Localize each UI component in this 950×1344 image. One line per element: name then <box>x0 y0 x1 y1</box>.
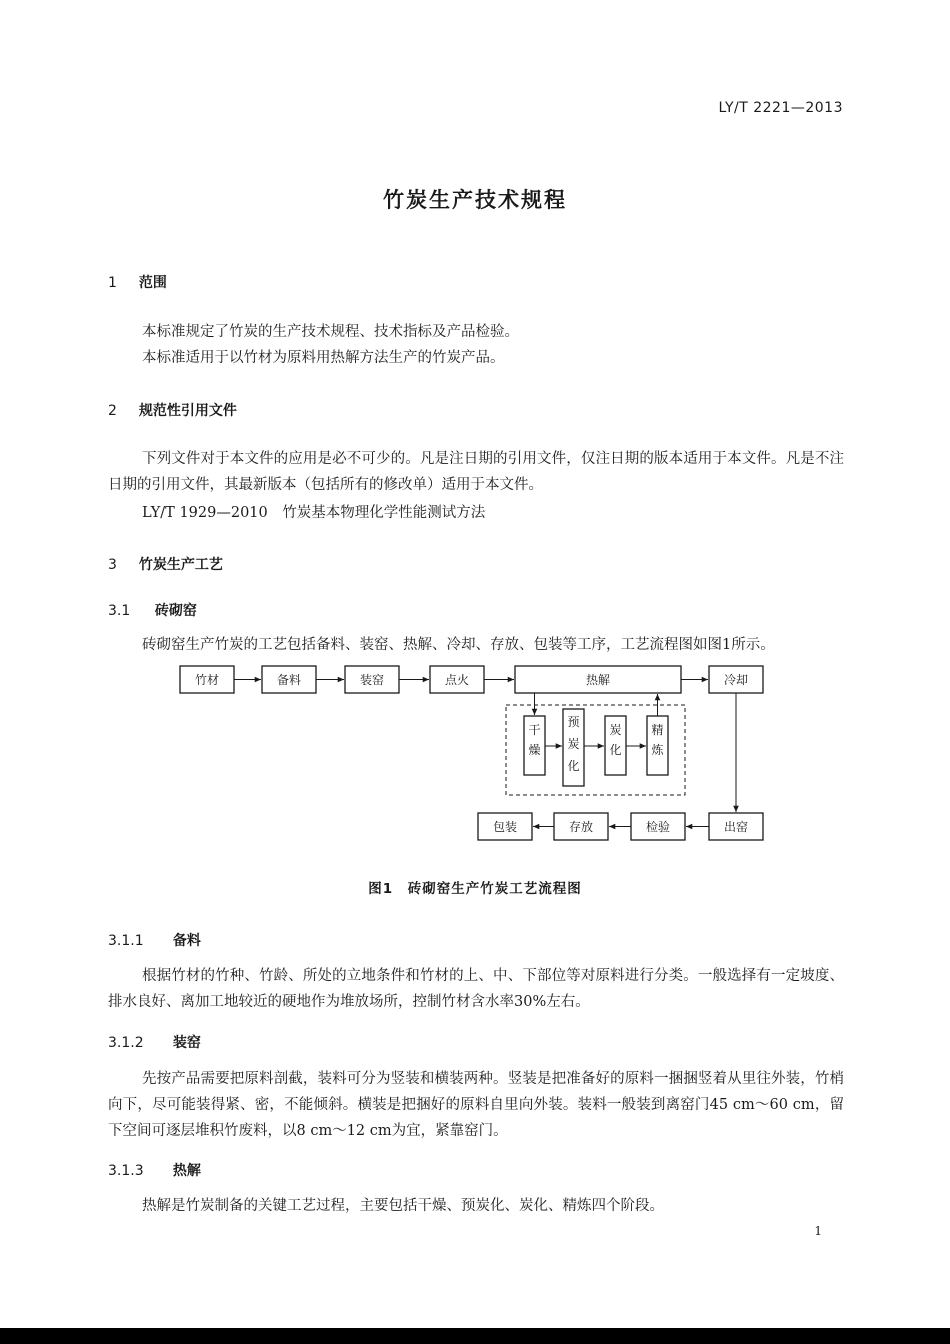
section-3-1-1-heading <box>108 930 201 950</box>
node-packaging <box>478 813 532 840</box>
node-inspection <box>631 813 685 840</box>
section-title: 范围 <box>138 275 167 291</box>
process-flow-diagram <box>0 660 950 850</box>
stage-refining <box>647 716 668 775</box>
stage-refining-char-1: 精 <box>651 723 664 737</box>
stage-drying <box>524 716 545 775</box>
node-storage <box>554 813 608 840</box>
figure-caption: 图1 砖砌窑生产竹炭工艺流程图 <box>368 881 582 897</box>
section-2-para: 下列文件对于本文件的应用是必不可少的。凡是注日期的引用文件，仅注日期的版本适用于本文件。凡是不注日期的引用文件，其最新版本（包括所有的修改单）适用于本文件。 <box>108 451 844 493</box>
node-loading <box>345 666 399 693</box>
section-3-1-1-para: 根据竹材的竹种、竹龄、所处的立地条件和竹材的上、中、下部位等对原料进行分类。一般选择有一定坡度、排水良好、离加工地较近的硬地作为堆放场所，控制竹材含水率30%左右。 <box>108 968 844 1010</box>
section-title: 砖砌窑 <box>154 603 197 619</box>
section-number: 3 <box>108 557 117 573</box>
section-number: 3.1.2 <box>108 1035 144 1051</box>
standard-code: LY/T 2221—2013 <box>718 100 843 116</box>
node-prepare <box>262 666 316 693</box>
stage-carbonization-char-1: 炭 <box>609 723 622 737</box>
section-1-heading <box>108 272 167 292</box>
node-pyrolysis <box>515 666 681 693</box>
section-title: 规范性引用文件 <box>138 403 237 419</box>
stage-drying-char-2: 燥 <box>528 743 541 757</box>
document-title: 竹炭生产技术规程 <box>383 188 567 212</box>
section-number: 3.1.1 <box>108 933 144 949</box>
node-packaging-label: 包装 <box>492 820 518 834</box>
section-3-1-heading <box>108 600 197 620</box>
section-number: 1 <box>108 275 117 291</box>
section-3-heading <box>108 554 223 574</box>
stage-precarbonization <box>563 709 584 786</box>
section-1-para-2: 本标准适用于以竹材为原料用热解方法生产的竹炭产品。 <box>142 350 505 366</box>
node-cooling <box>709 666 763 693</box>
normative-reference: LY/T 1929—2010 竹炭基本物理化学性能测试方法 <box>142 505 486 521</box>
page-number: 1 <box>814 1224 822 1238</box>
node-kiln-exit <box>709 813 763 840</box>
node-loading-label: 装窑 <box>359 673 385 687</box>
node-kiln-exit-label: 出窑 <box>723 820 749 834</box>
section-3-1-3-para: 热解是竹炭制备的关键工艺过程，主要包括干燥、预炭化、炭化、精炼四个阶段。 <box>142 1198 664 1214</box>
section-title: 装窑 <box>172 1035 201 1051</box>
node-bamboo-label: 竹材 <box>194 673 220 687</box>
node-ignition <box>430 666 484 693</box>
section-1-para-1: 本标准规定了竹炭的生产技术规程、技术指标及产品检验。 <box>142 324 519 340</box>
node-bamboo <box>180 666 234 693</box>
section-title: 竹炭生产工艺 <box>138 557 223 573</box>
section-3-1-2-heading <box>108 1032 201 1052</box>
node-ignition-label: 点火 <box>444 673 470 687</box>
node-prepare-label: 备料 <box>276 673 302 687</box>
node-storage-label: 存放 <box>568 820 594 834</box>
scan-edge-bar <box>0 1328 950 1344</box>
section-number: 2 <box>108 403 117 419</box>
section-3-1-para: 砖砌窑生产竹炭的工艺包括备料、装窑、热解、冷却、存放、包装等工序，工艺流程图如图1所示。 <box>142 637 775 653</box>
stage-carbonization-char-2: 化 <box>609 743 622 757</box>
node-cooling-label: 冷却 <box>723 673 749 687</box>
section-title: 热解 <box>172 1163 201 1179</box>
node-pyrolysis-label: 热解 <box>585 673 611 687</box>
stage-precarbonization-char-3: 化 <box>567 759 580 773</box>
section-3-1-2-para: 先按产品需要把原料剖截，装料可分为竖装和横装两种。竖装是把准备好的原料一捆捆竖着从里往外装，竹梢向下，尽可能装得紧、密，不能倾斜。横装是把捆好的原料自里向外装。装料一般装到离窑门45 cm～60 cm，留下空间可逐层堆积竹废料，以8 cm～12 cm为宜，紧靠窑门。 <box>108 1071 844 1139</box>
section-2-heading <box>108 400 237 420</box>
stage-precarbonization-char-1: 预 <box>567 715 580 729</box>
stage-refining-char-2: 炼 <box>651 743 664 757</box>
stage-precarbonization-char-2: 炭 <box>567 737 580 751</box>
stage-drying-char-1: 干 <box>528 723 541 737</box>
section-3-1-3-heading <box>108 1160 201 1180</box>
section-number: 3.1 <box>108 603 131 619</box>
section-title: 备料 <box>172 933 201 949</box>
stage-carbonization <box>605 716 626 775</box>
section-number: 3.1.3 <box>108 1163 144 1179</box>
node-inspection-label: 检验 <box>645 820 671 834</box>
